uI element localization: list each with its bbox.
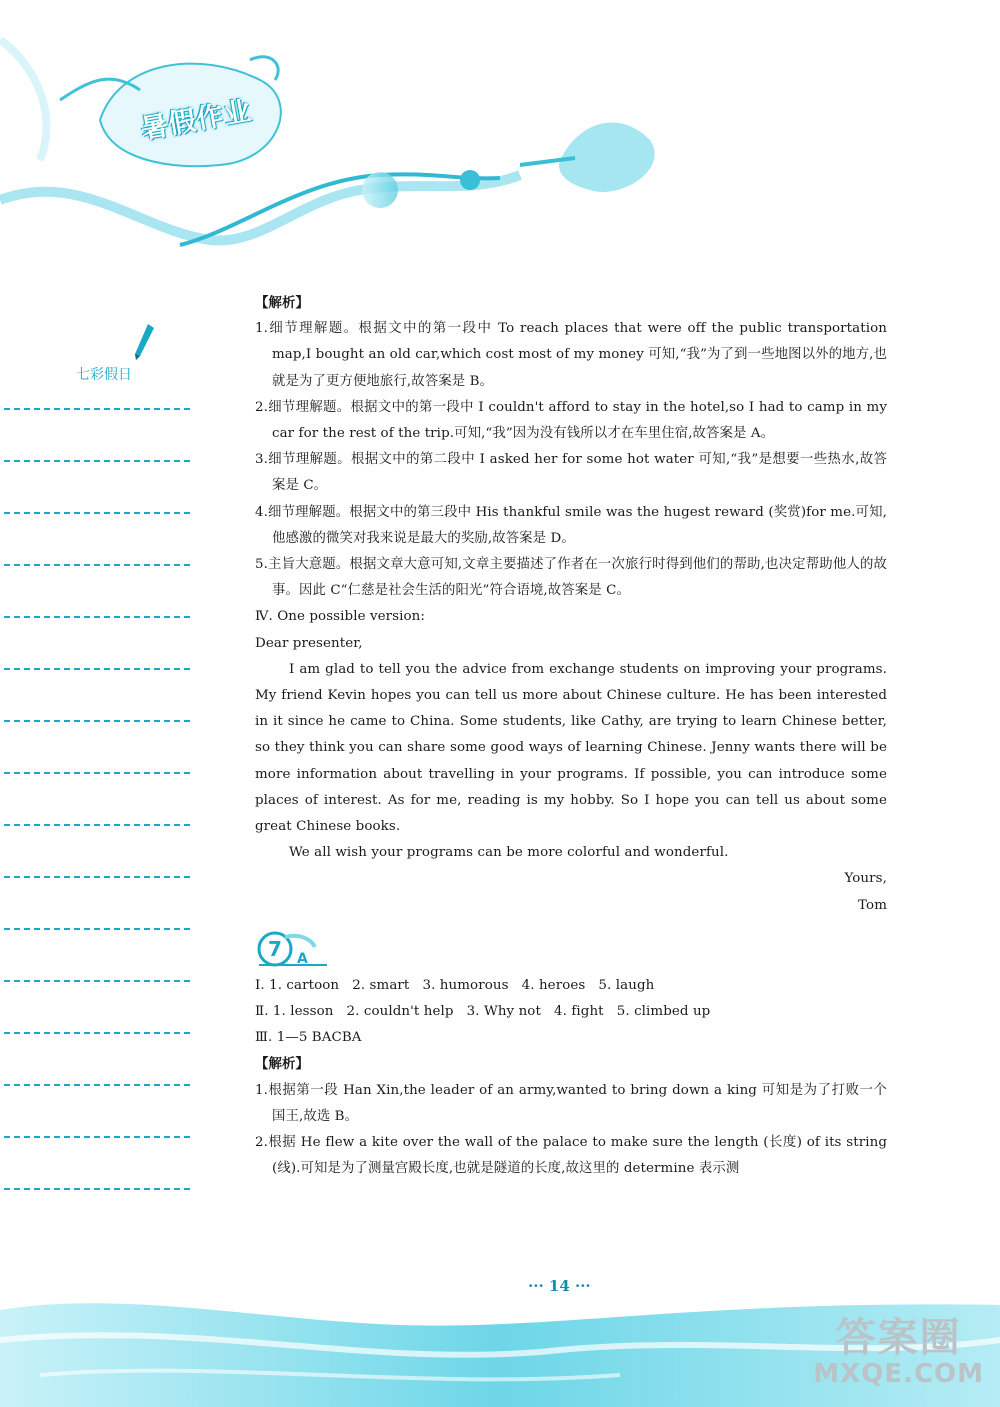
page-number: ··· 14 ···: [528, 1277, 591, 1295]
note-line: [4, 1188, 190, 1190]
watermark: [813, 1316, 984, 1389]
analysis-item: 5.主旨大意题。根据文章大意可知,文章主要描述了作者在一次旅行时得到他们的帮助,也决定帮助他人的故事。因此 C“仁慈是社会生活的阳光”符合语境,故答案是 C。: [255, 557, 887, 599]
note-line: [4, 928, 190, 930]
letter-closing: Yours,: [844, 871, 887, 887]
answer-content: [255, 290, 887, 1183]
note-line: [4, 772, 190, 774]
answer-line: Ⅲ. 1—5 BACBA: [255, 1030, 362, 1046]
note-line: [4, 1032, 190, 1034]
analysis-item: 2.细节理解题。根据文中的第一段中 I couldn't afford to stay in the hotel,so I had to camp in my car for the rest of the trip.可知,“我”因为没有钱所以才在车里住宿,故答案是 A。: [255, 399, 887, 442]
note-line: [4, 460, 190, 462]
note-line: [4, 564, 190, 566]
note-line: [4, 824, 190, 826]
logo-title: 暑假作业: [138, 95, 255, 146]
answer-line: Ⅱ. 1. lesson 2. couldn't help 3. Why not 4. fight 5. climbed up: [255, 1004, 711, 1020]
sidebar-label: 七彩假日: [76, 367, 132, 383]
note-line: [4, 1136, 190, 1138]
note-line: [4, 720, 190, 722]
letter-greeting: Dear presenter,: [255, 635, 363, 651]
note-line: [4, 668, 190, 670]
watermark-logo: 答案圈: [835, 1315, 962, 1361]
analysis-heading: 【解析】: [255, 295, 309, 311]
writing-section-title: Ⅳ. One possible version:: [255, 609, 426, 625]
unit-number: 7: [267, 936, 283, 961]
analysis-item: 3.细节理解题。根据文中的第二段中 I asked her for some hot water 可知,“我”是想要一些热水,故答案是 C。: [255, 452, 887, 494]
letter-signature: Tom: [858, 897, 887, 913]
answer-line: Ⅰ. 1. cartoon 2. smart 3. humorous 4. heroes 5. laugh: [255, 977, 655, 993]
note-line: [4, 616, 190, 618]
note-line: [4, 980, 190, 982]
note-line: [4, 512, 190, 514]
unit-badge: [255, 927, 887, 971]
note-line: [4, 1084, 190, 1086]
pen-icon: [132, 322, 156, 362]
analysis-item: 1.根据第一段 Han Xin,the leader of an army,wanted to bring down a king 可知是为了打败一个国王,故选 B。: [255, 1082, 887, 1124]
analysis-heading: 【解析】: [255, 1056, 309, 1073]
letter-paragraph: We all wish your programs can be more colorful and wonderful.: [289, 845, 729, 861]
note-line: [4, 408, 190, 410]
analysis-item: 2.根据 He flew a kite over the wall of the palace to make sure the length (长度) of its string (线).可知是为了测量宫殿长度,也就是隧道的长度,故这里的 determine 表示测: [255, 1135, 887, 1177]
unit-badge-graphic: [255, 927, 335, 971]
watermark-url: MXQE.COM: [813, 1359, 984, 1389]
note-line: [4, 876, 190, 878]
unit-letter: A: [297, 950, 308, 967]
analysis-item: 4.细节理解题。根据文中的第三段中 His thankful smile was the hugest reward (奖赏)for me.可知,他感激的微笑对我来说是最大的奖励,故答案是 D。: [255, 504, 887, 546]
analysis-item: 1.细节理解题。根据文中的第一段中 To reach places that were off the public transportation map,I bought an old car,which cost most of my money 可知,“我”为了到一些地图以外的地方,也就是为了更方便地旅行,故答案是 B。: [255, 321, 887, 389]
note-lines: [4, 408, 190, 1240]
letter-paragraph: I am glad to tell you the advice from exchange students on improving your programs. My friend Kevin hopes you can tell us more about Chinese culture. He has been interested in it since he came to China. Some students, like Cathy, are trying to learn Chinese better, so they think you can share some good ways of learning Chinese. Jenny wants there will be more information about travelling in your programs. If possible, you can introduce some places of interest. As for me, reading is my hobby. So I hope you can tell us about some great Chinese books.: [255, 661, 887, 835]
